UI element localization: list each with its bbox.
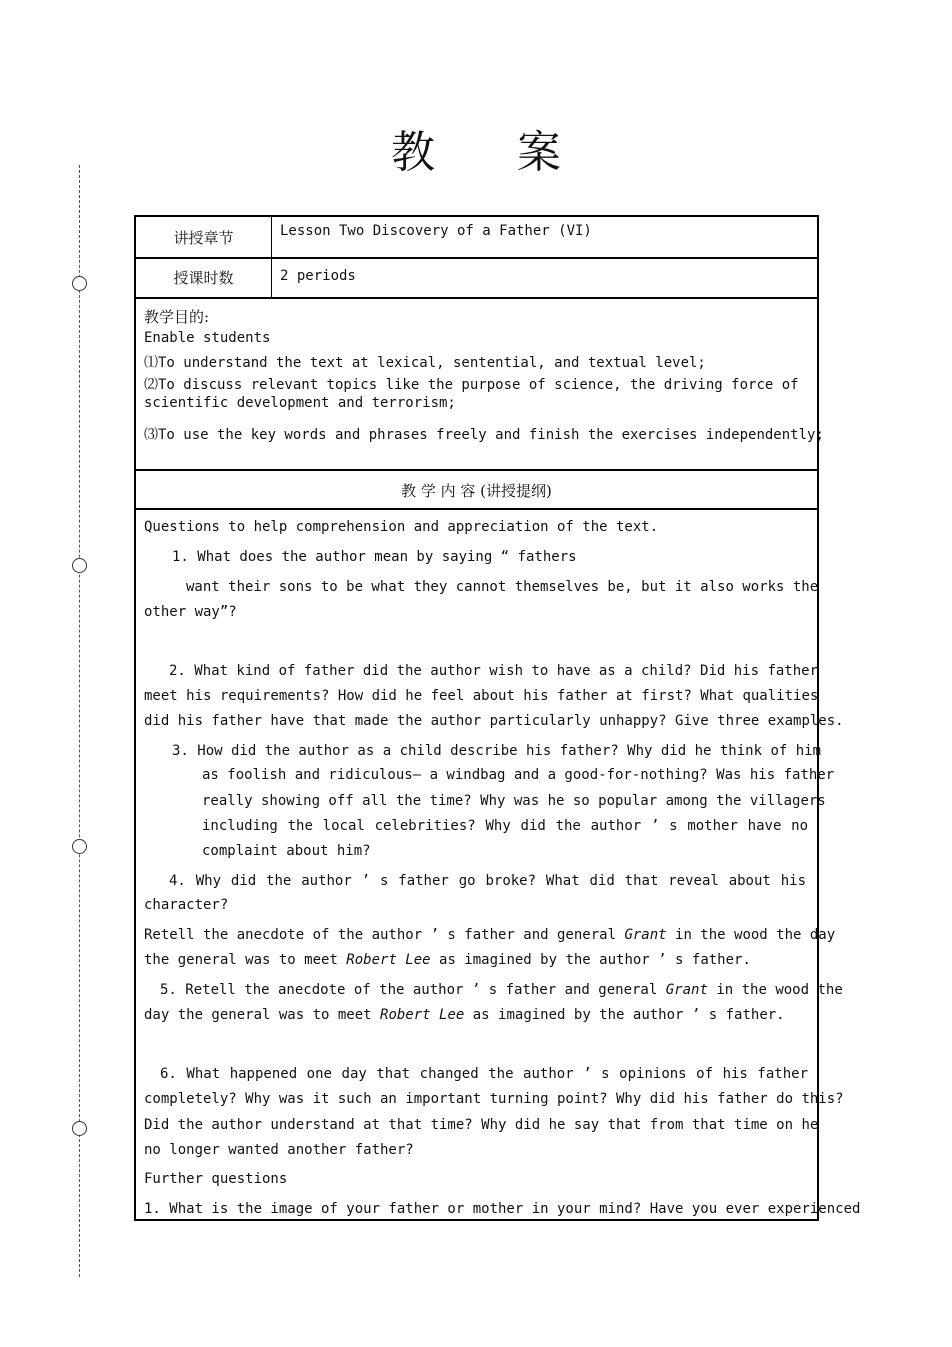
objectives-heading: 教学目的: bbox=[144, 308, 210, 326]
question-1: 1. What does the author mean by saying “ fathers bbox=[172, 549, 577, 565]
lesson-plan-table bbox=[134, 215, 861, 1221]
objective-item: ⑵To discuss relevant topics like the purpose of science, the driving force of bbox=[144, 377, 799, 393]
question-2: 2. What kind of father did the author wish to have as a child? Did his father bbox=[169, 663, 819, 679]
chapter-label: 讲授章节 bbox=[136, 217, 272, 257]
objectives-intro: Enable students bbox=[144, 330, 271, 346]
content-section bbox=[136, 508, 861, 1219]
question-1: other way”? bbox=[144, 604, 237, 620]
further-questions-heading: Further questions bbox=[144, 1171, 288, 1187]
binding-hole bbox=[72, 1121, 87, 1136]
question-4: character? bbox=[144, 897, 229, 913]
binding-hole bbox=[72, 839, 87, 854]
binding-line bbox=[79, 165, 80, 1277]
retell-paragraph: Retell the anecdote of the author ’ s father and general Grant in the wood the day bbox=[144, 927, 836, 943]
objective-item: ⑶To use the key words and phrases freely and finish the exercises independently; bbox=[144, 427, 824, 443]
question-6: Did the author understand at that time? Why did he say that from that time on he bbox=[144, 1117, 819, 1133]
content-heading-row bbox=[136, 469, 817, 510]
chapter-row bbox=[136, 217, 817, 259]
question-6: 6. What happened one day that changed the author ’ s opinions of his father bbox=[160, 1066, 808, 1082]
content-heading: 教 学 内 容 (讲授提纲) bbox=[401, 482, 552, 500]
page-title: 教 案 bbox=[391, 127, 595, 178]
question-4: 4. Why did the author ’ s father go broke? What did that reveal about his bbox=[169, 873, 806, 889]
binding-hole bbox=[72, 558, 87, 573]
objective-item: ⑴To understand the text at lexical, sentential, and textual level; bbox=[144, 355, 706, 371]
question-2: did his father have that made the author particularly unhappy? Give three examples. bbox=[144, 713, 844, 729]
objective-item: scientific development and terrorism; bbox=[144, 395, 456, 411]
hours-row bbox=[136, 257, 817, 299]
question-6: no longer wanted another father? bbox=[144, 1142, 414, 1158]
binding-hole bbox=[72, 276, 87, 291]
retell-paragraph: the general was to meet Robert Lee as imagined by the author ’ s father. bbox=[144, 952, 751, 968]
question-3: really showing off all the time? Why was he so popular among the villagers bbox=[202, 793, 826, 809]
question-1: want their sons to be what they cannot themselves be, but it also works the bbox=[186, 579, 819, 595]
content-intro: Questions to help comprehension and appreciation of the text. bbox=[144, 519, 659, 535]
hours-label: 授课时数 bbox=[136, 257, 272, 297]
question-5: day the general was to meet Robert Lee as imagined by the author ’ s father. bbox=[144, 1007, 785, 1023]
question-3: complaint about him? bbox=[202, 843, 371, 859]
question-3: as foolish and ridiculous— a windbag and a good-for-nothing? Was his father bbox=[202, 767, 835, 783]
question-6: completely? Why was it such an important turning point? Why did his father do this? bbox=[144, 1091, 844, 1107]
question-2: meet his requirements? How did he feel about his father at first? What qualities bbox=[144, 688, 819, 704]
further-question-1: 1. What is the image of your father or mother in your mind? Have you ever experienced bbox=[144, 1201, 861, 1217]
question-3: 3. How did the author as a child describe his father? Why did he think of him bbox=[172, 743, 822, 759]
question-5: 5. Retell the anecdote of the author ’ s father and general Grant in the wood the bbox=[160, 982, 843, 998]
question-3: including the local celebrities? Why did the author ’ s mother have no bbox=[202, 818, 808, 834]
hours-value: 2 periods bbox=[280, 268, 356, 284]
objectives-section bbox=[136, 297, 824, 471]
chapter-value: Lesson Two Discovery of a Father (VI) bbox=[280, 223, 592, 239]
